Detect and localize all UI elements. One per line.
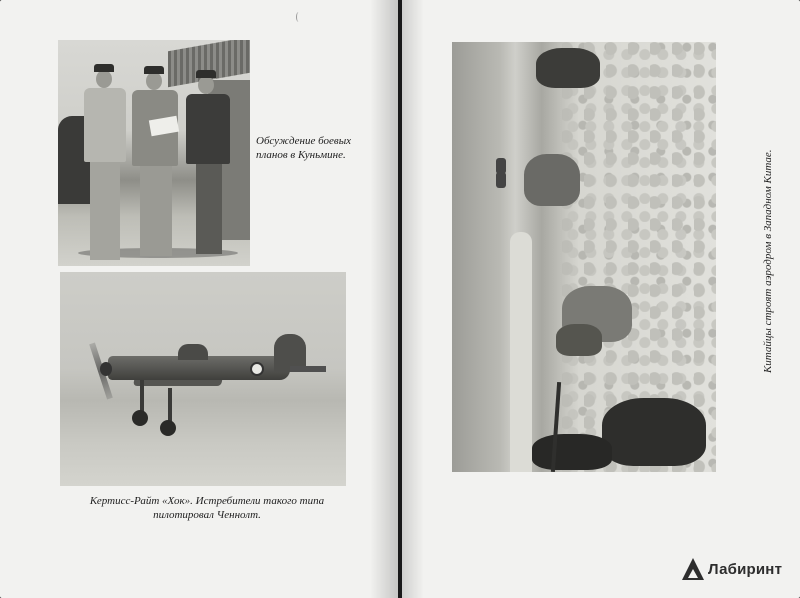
caption-plane-line-2: пилотировал Ченнолт.: [153, 509, 261, 521]
propeller-spinner: [100, 362, 112, 376]
caption-plane: [72, 494, 342, 522]
caption-officers-line-2: планов в Куньмине.: [256, 149, 346, 161]
spine-shadow-right: [402, 0, 424, 598]
photo-officers-discussion: [58, 40, 250, 266]
landing-wheel: [160, 420, 176, 436]
plane-stabilizer: [290, 366, 326, 372]
distant-figure: [496, 172, 506, 188]
worker: [602, 398, 706, 466]
landing-wheel: [132, 410, 148, 426]
page-mark: [296, 12, 301, 22]
photo-airfield-construction: [452, 42, 716, 472]
worker: [556, 324, 602, 356]
worker: [524, 154, 580, 206]
spine-shadow-left: [370, 0, 398, 598]
water-strip: [510, 232, 532, 472]
plane-canopy: [178, 344, 208, 360]
landing-strut: [168, 388, 172, 422]
worker: [532, 434, 612, 470]
caption-officers: [256, 134, 356, 162]
roundel-icon: [250, 362, 264, 376]
watermark: [680, 556, 782, 582]
watermark-text: Лабиринт: [708, 560, 783, 578]
left-page: [0, 0, 398, 598]
labirint-logo-icon: [680, 558, 706, 580]
landing-strut: [140, 380, 144, 414]
caption-plane-line-1: Кертисс-Райт «Хок». Истребители такого типа: [89, 495, 325, 507]
worker: [536, 48, 600, 88]
caption-workers: Китайцы строят аэродром в Западном Китае.: [762, 149, 774, 373]
photo-curtiss-hawk: [60, 272, 346, 486]
caption-officers-line-1: Обсуждение боевых: [256, 135, 352, 147]
